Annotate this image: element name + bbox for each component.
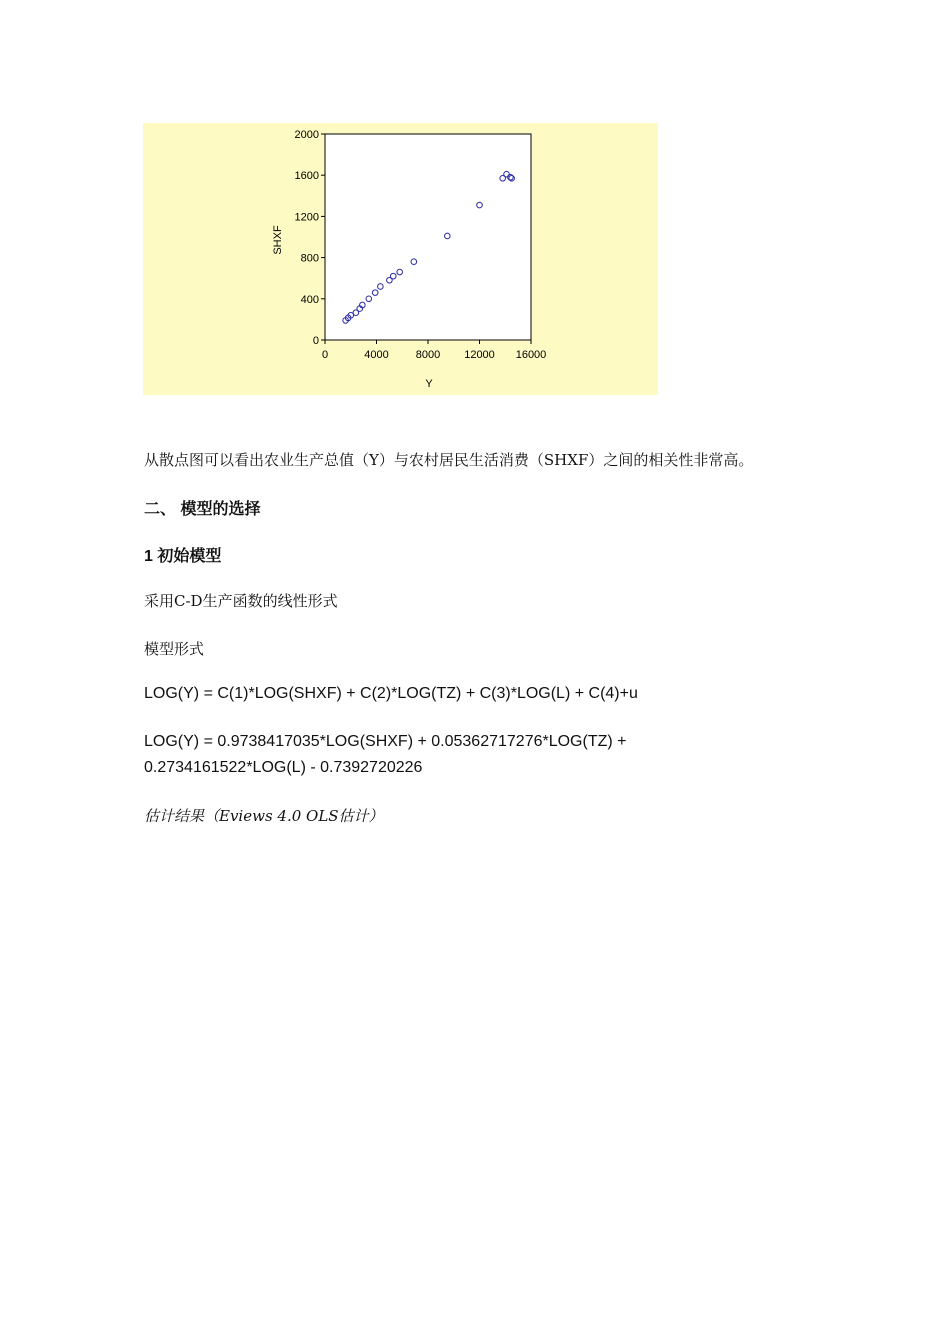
x-axis-label: Y [425,378,433,390]
subsection-heading-initial-model: 1 初始模型 [144,548,222,565]
y-tick-label: 400 [300,293,319,306]
x-tick-label: 0 [321,349,329,361]
x-tick-label: 8000 [415,349,441,361]
y-axis-label: SHXF [272,225,284,255]
scatter-plot [143,123,658,395]
x-tick-labels [322,349,546,361]
x-tick-label: 12000 [464,349,495,361]
x-tick-marks [325,340,531,344]
y-tick-label: 1200 [294,211,319,224]
x-tick-label: 4000 [364,349,389,361]
section-heading-model-selection: 二、 模型的选择 [144,501,261,518]
estimated-equation-line-1: LOG(Y) = 0.9738417035*LOG(SHXF) + 0.05362717276*LOG(TZ) + [144,733,627,750]
y-tick-marks [321,134,325,340]
y-tick-labels [295,129,319,347]
scatter-figure [143,123,658,395]
y-tick-label: 2000 [294,129,319,141]
plot-frame [325,134,531,340]
estimation-results-caption: 估计结果（Eviews 4.0 OLS估计） [144,807,384,825]
correlation-paragraph: 从散点图可以看出农业生产总值（Y）与农村居民生活消费（SHXF）之间的相关性非常高。 [144,451,754,469]
y-tick-label: 800 [300,252,319,265]
cd-function-paragraph: 采用C-D生产函数的线性形式 [144,592,338,610]
x-tick-label: 16000 [515,349,547,361]
model-equation: LOG(Y) = C(1)*LOG(SHXF) + C(2)*LOG(TZ) + C(3)*LOG(L) + C(4)+u [144,685,638,702]
estimated-equation-line-2: 0.2734161522*LOG(L) - 0.7392720226 [144,759,423,776]
model-form-label: 模型形式 [144,640,205,658]
y-tick-label: 0 [312,335,319,347]
y-tick-label: 1600 [294,170,319,183]
